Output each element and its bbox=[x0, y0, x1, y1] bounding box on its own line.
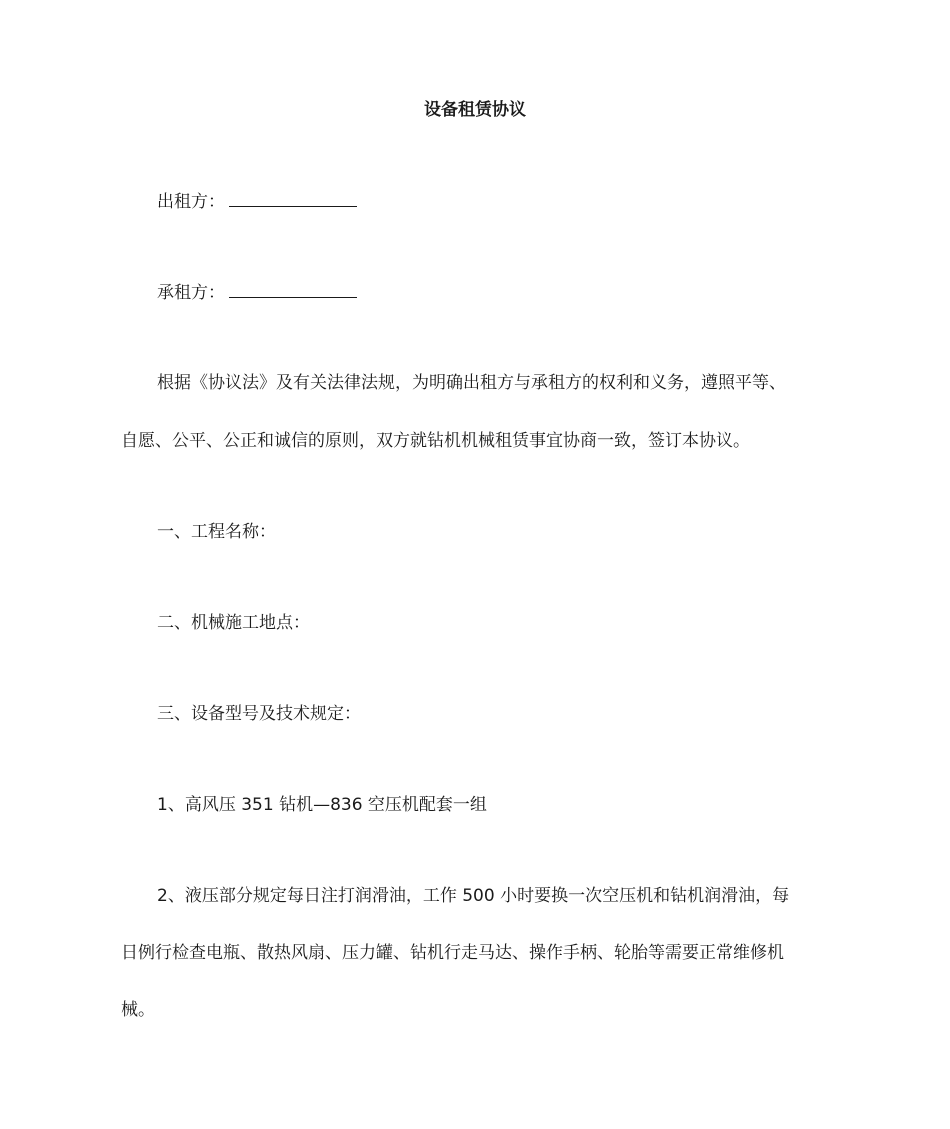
intro-paragraph-line-2: 自愿、公平、公正和诚信的原则，双方就钻机机械租赁事宜协商一致，签订本协议。 bbox=[121, 431, 750, 451]
section-equipment-specs: 三、设备型号及技术规定： bbox=[157, 704, 361, 724]
section-project-name: 一、工程名称： bbox=[157, 522, 276, 542]
item-2-line-1: 2、液压部分规定每日注打润滑油，工作 500 小时要换一次空压机和钻机润滑油，每 bbox=[157, 886, 790, 906]
document-title: 设备租赁协议 bbox=[424, 100, 526, 120]
item-2-line-3: 械。 bbox=[121, 1000, 155, 1020]
lessor-line bbox=[157, 190, 357, 214]
intro-paragraph-line-1: 根据《协议法》及有关法律法规，为明确出租方与承租方的权利和义务，遵照平等、 bbox=[157, 373, 786, 393]
item-1: 1、高风压 351 钻机—836 空压机配套一组 bbox=[157, 795, 487, 815]
lessee-line bbox=[157, 281, 357, 305]
section-construction-site: 二、机械施工地点： bbox=[157, 613, 310, 633]
item-2-line-2: 日例行检查电瓶、散热风扇、压力罐、钻机行走马达、操作手柄、轮胎等需要正常维修机 bbox=[121, 943, 784, 963]
lessee-blank bbox=[229, 281, 357, 298]
lessor-label: 出租方： bbox=[157, 192, 225, 212]
lessee-label: 承租方： bbox=[157, 283, 225, 303]
lessor-blank bbox=[229, 190, 357, 207]
